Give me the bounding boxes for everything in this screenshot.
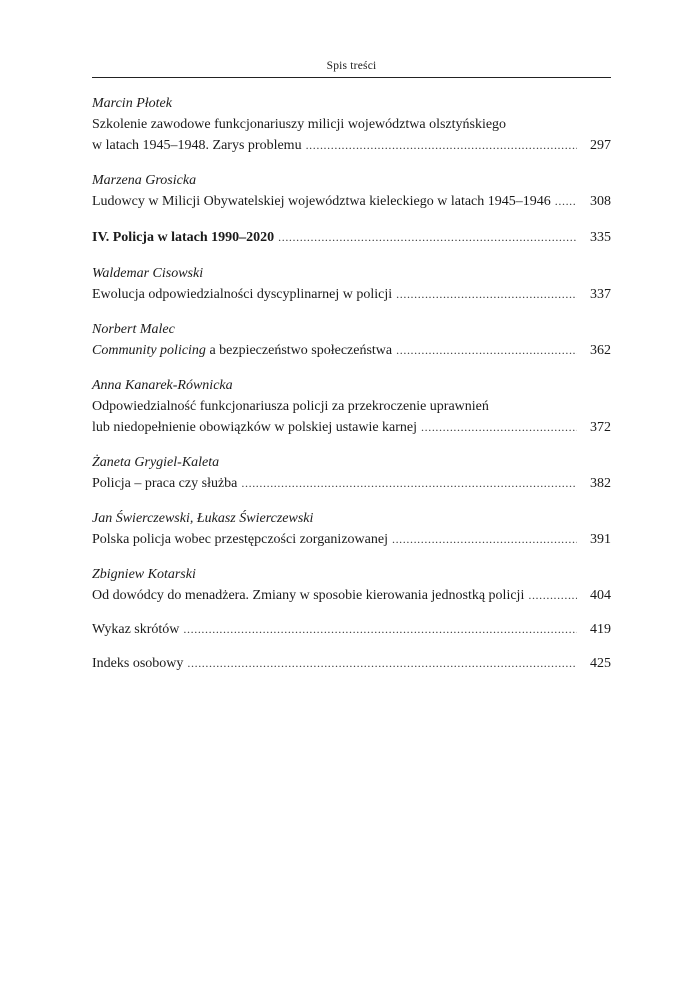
- table-of-contents: [92, 93, 611, 674]
- toc-title-line: [92, 585, 611, 606]
- dot-leader: [278, 227, 577, 248]
- toc-page-number: 419: [590, 622, 611, 637]
- toc-title-line: [92, 191, 611, 212]
- toc-author: Jan Świerczewski, Łukasz Świerczewski: [92, 511, 314, 526]
- toc-page-number: 372: [590, 420, 611, 435]
- toc-title-rest: a bezpieczeństwo społeczeństwa: [205, 343, 393, 358]
- toc-title: Wykaz skrótów: [92, 622, 180, 637]
- toc-title-line: [92, 227, 611, 248]
- toc-entry: [92, 319, 611, 361]
- toc-title: [92, 340, 392, 361]
- toc-author: Anna Kanarek-Równicka: [92, 378, 233, 393]
- toc-author: Marcin Płotek: [92, 96, 172, 111]
- toc-entry: [92, 93, 611, 156]
- toc-author: Żaneta Grygiel-Kaleta: [92, 455, 220, 470]
- toc-title: Ewolucja odpowiedzialności dyscyplinarnej w policji: [92, 287, 393, 302]
- toc-page-number: 382: [590, 476, 611, 491]
- dot-leader: [392, 529, 577, 550]
- toc-title-line: [92, 529, 611, 550]
- running-head: Spis treści: [326, 60, 377, 72]
- toc-title: Policja – praca czy służba: [92, 476, 238, 491]
- dot-leader: [528, 585, 577, 606]
- dot-leader: [396, 340, 577, 361]
- toc-title-line: Odpowiedzialność funkcjonariusza policji za przekroczenie uprawnień: [92, 399, 489, 414]
- toc-title-line: [92, 284, 611, 305]
- toc-page-number: 337: [590, 287, 611, 302]
- toc-section-entry: [92, 227, 611, 248]
- toc-entry: [92, 653, 611, 674]
- toc-author: Marzena Grosicka: [92, 173, 197, 188]
- toc-section-title: IV. Policja w latach 1990–2020: [92, 230, 275, 245]
- toc-title: Ludowcy w Milicji Obywatelskiej województwa kieleckiego w latach 1945–1946: [92, 194, 551, 209]
- toc-entry: [92, 619, 611, 640]
- toc-page-number: 362: [590, 343, 611, 358]
- toc-page-number: 391: [590, 532, 611, 547]
- toc-title-line: Szkolenie zawodowe funkcjonariuszy milicji województwa olsztyńskiego: [92, 117, 507, 132]
- toc-title-line: [92, 619, 611, 640]
- toc-entry: [92, 452, 611, 494]
- header-rule: [92, 77, 611, 78]
- toc-entry: [92, 508, 611, 550]
- toc-author: Waldemar Cisowski: [92, 266, 204, 281]
- toc-entry: [92, 170, 611, 212]
- dot-leader: [555, 191, 577, 212]
- toc-page-number: 335: [590, 230, 611, 245]
- dot-leader: [187, 653, 577, 674]
- toc-title-italic: Community policing: [92, 343, 206, 358]
- dot-leader: [241, 473, 577, 494]
- toc-page-number: 308: [590, 194, 611, 209]
- toc-title: Indeks osobowy: [92, 656, 184, 671]
- toc-page-number: 297: [590, 138, 611, 153]
- toc-title: Polska policja wobec przestępczości zorganizowanej: [92, 532, 388, 547]
- toc-title-line: [92, 473, 611, 494]
- toc-author: Zbigniew Kotarski: [92, 567, 196, 582]
- toc-title-line: [92, 340, 611, 361]
- toc-title-line: [92, 653, 611, 674]
- toc-title-line: [92, 417, 611, 438]
- toc-title: w latach 1945–1948. Zarys problemu: [92, 138, 302, 153]
- toc-entry: [92, 375, 611, 438]
- toc-entry: [92, 263, 611, 305]
- toc-author: Norbert Malec: [92, 322, 175, 337]
- toc-title-line: [92, 135, 611, 156]
- toc-title: lub niedopełnienie obowiązków w polskiej ustawie karnej: [92, 420, 418, 435]
- toc-page-number: 425: [590, 656, 611, 671]
- dot-leader: [306, 135, 577, 156]
- dot-leader: [421, 417, 577, 438]
- dot-leader: [396, 284, 577, 305]
- toc-page-number: 404: [590, 588, 611, 603]
- toc-entry: [92, 564, 611, 606]
- toc-title: Od dowódcy do menadżera. Zmiany w sposobie kierowania jednostką policji: [92, 588, 525, 603]
- dot-leader: [183, 619, 577, 640]
